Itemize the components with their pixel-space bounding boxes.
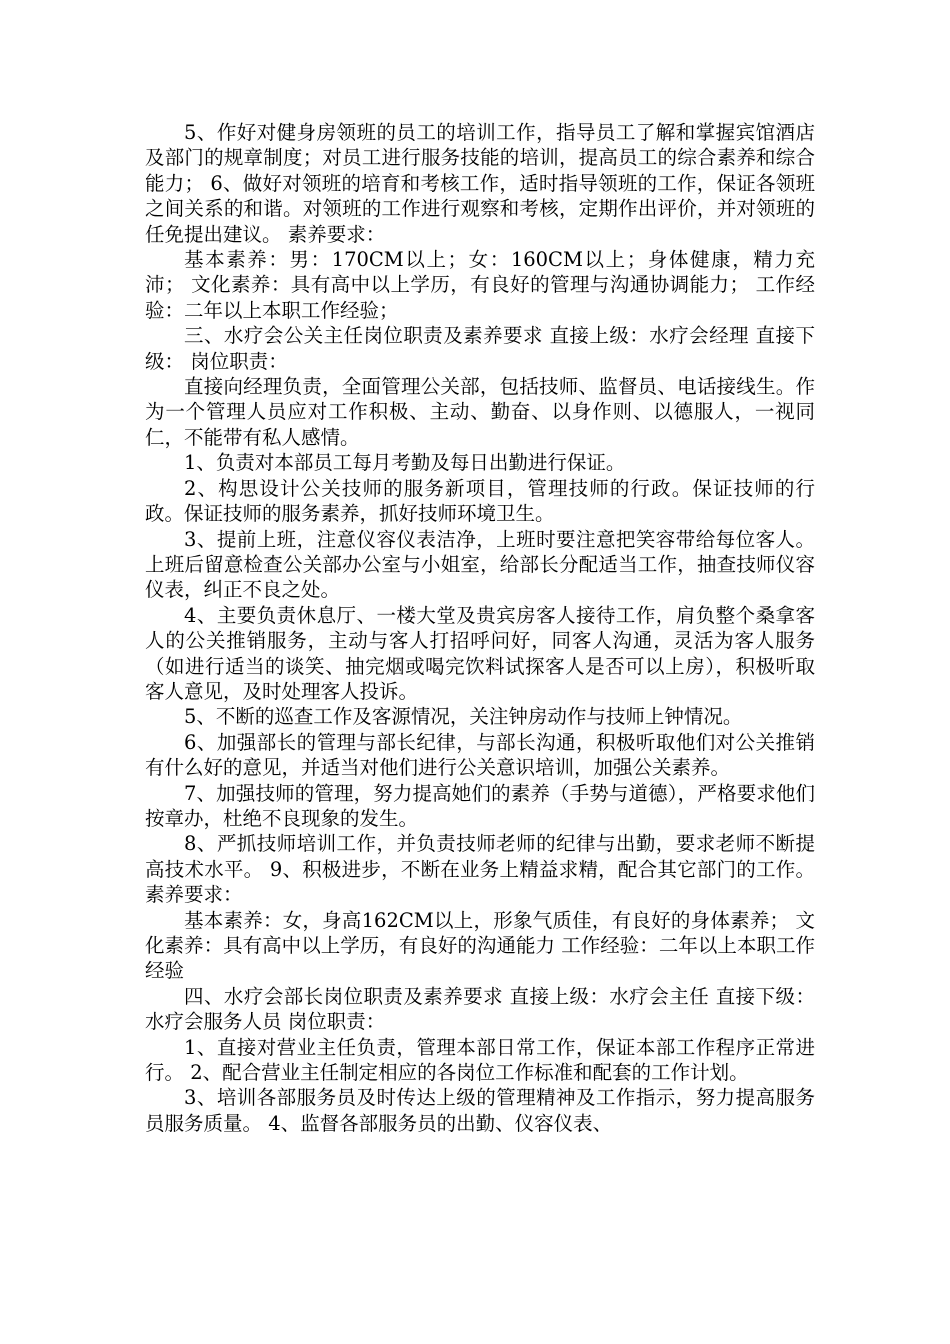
paragraph-3: 三、水疗会公关主任岗位职责及素养要求 直接上级：水疗会经理 直接下级： 岗位职责： [145,324,815,373]
paragraph-2: 基本素养：男：170CM以上；女：160CM以上；身体健康，精力充沛； 文化素养：具有高中以上学历，有良好的管理与沟通协调能力； 工作经验：二年以上本职工作经验； [145,248,815,322]
paragraph-10: 6、加强部长的管理与部长纪律，与部长沟通，积极听取他们对公关推销有什么好的意见，并适当对他们进行公关意识培训，加强公关素养。 [145,730,815,780]
paragraph-16: 3、培训各部服务员及时传达上级的管理精神及工作指示，努力提高服务员服务质量。 4、监督各部服务员的出勤、仪容仪表、 [145,1086,815,1135]
paragraph-15: 1、直接对营业主任负责，管理本部日常工作，保证本部工作程序正常进行。 2、配合营业主任制定相应的各岗位工作标准和配套的工作计划。 [145,1035,815,1085]
document-body [145,120,815,1136]
paragraph-4: 直接向经理负责，全面管理公关部，包括技师、监督员、电话接线生。作为一个管理人员应对工作积极、主动、勤奋、以身作则、以德服人，一视同仁，不能带有私人感情。 [145,375,815,449]
paragraph-13: 基本素养：女，身高162CM以上，形象气质佳，有良好的身体素养； 文化素养：具有高中以上学历，有良好的沟通能力 工作经验：二年以上本职工作经验 [145,908,815,983]
paragraph-1: 5、作好对健身房领班的员工的培训工作，指导员工了解和掌握宾馆酒店及部门的规章制度；对员工进行服务技能的培训，提高员工的综合素养和综合能力； 6、做好对领班的培育和考核工作，适时指导领班的工作，保证各领班之间关系的和谐。对领班的工作进行观察和考核，定期作出评价，并对领班的任免提出建议。 素养要求： [145,121,815,246]
paragraph-14: 四、水疗会部长岗位职责及素养要求 直接上级：水疗会主任 直接下级：水疗会服务人员 岗位职责： [145,984,815,1034]
paragraph-9: 5、不断的巡查工作及客源情况，关注钟房动作与技师上钟情况。 [184,705,743,729]
paragraph-6: 2、构思设计公关技师的服务新项目，管理技师的行政。保证技师的行政。保证技师的服务素养，抓好技师环境卫生。 [145,476,815,526]
paragraph-5: 1、负责对本部员工每月考勤及每日出勤进行保证。 [184,451,626,475]
paragraph-8: 4、主要负责休息厅、一楼大堂及贵宾房客人接待工作，肩负整个桑拿客人的公关推销服务，主动与客人打招呼问好，同客人沟通，灵活为客人服务（如进行适当的谈笑、抽完烟或喝完饮料试探客人是否可以上房），积极听取客人意见，及时处理客人投诉。 [145,603,815,703]
paragraph-11: 7、加强技师的管理，努力提高她们的素养（手势与道德），严格要求他们按章办，杜绝不良现象的发生。 [145,781,815,830]
paragraph-7: 3、提前上班，注意仪容仪表洁净，上班时要注意把笑容带给每位客人。上班后留意检查公关部办公室与小姐室，给部长分配适当工作，抽查技师仪容仪表，纠正不良之处。 [145,527,815,602]
paragraph-12: 8、严抓技师培训工作，并负责技师老师的纪律与出勤，要求老师不断提高技术水平。 9、积极进步，不断在业务上精益求精，配合其它部门的工作。 素养要求： [145,832,815,907]
